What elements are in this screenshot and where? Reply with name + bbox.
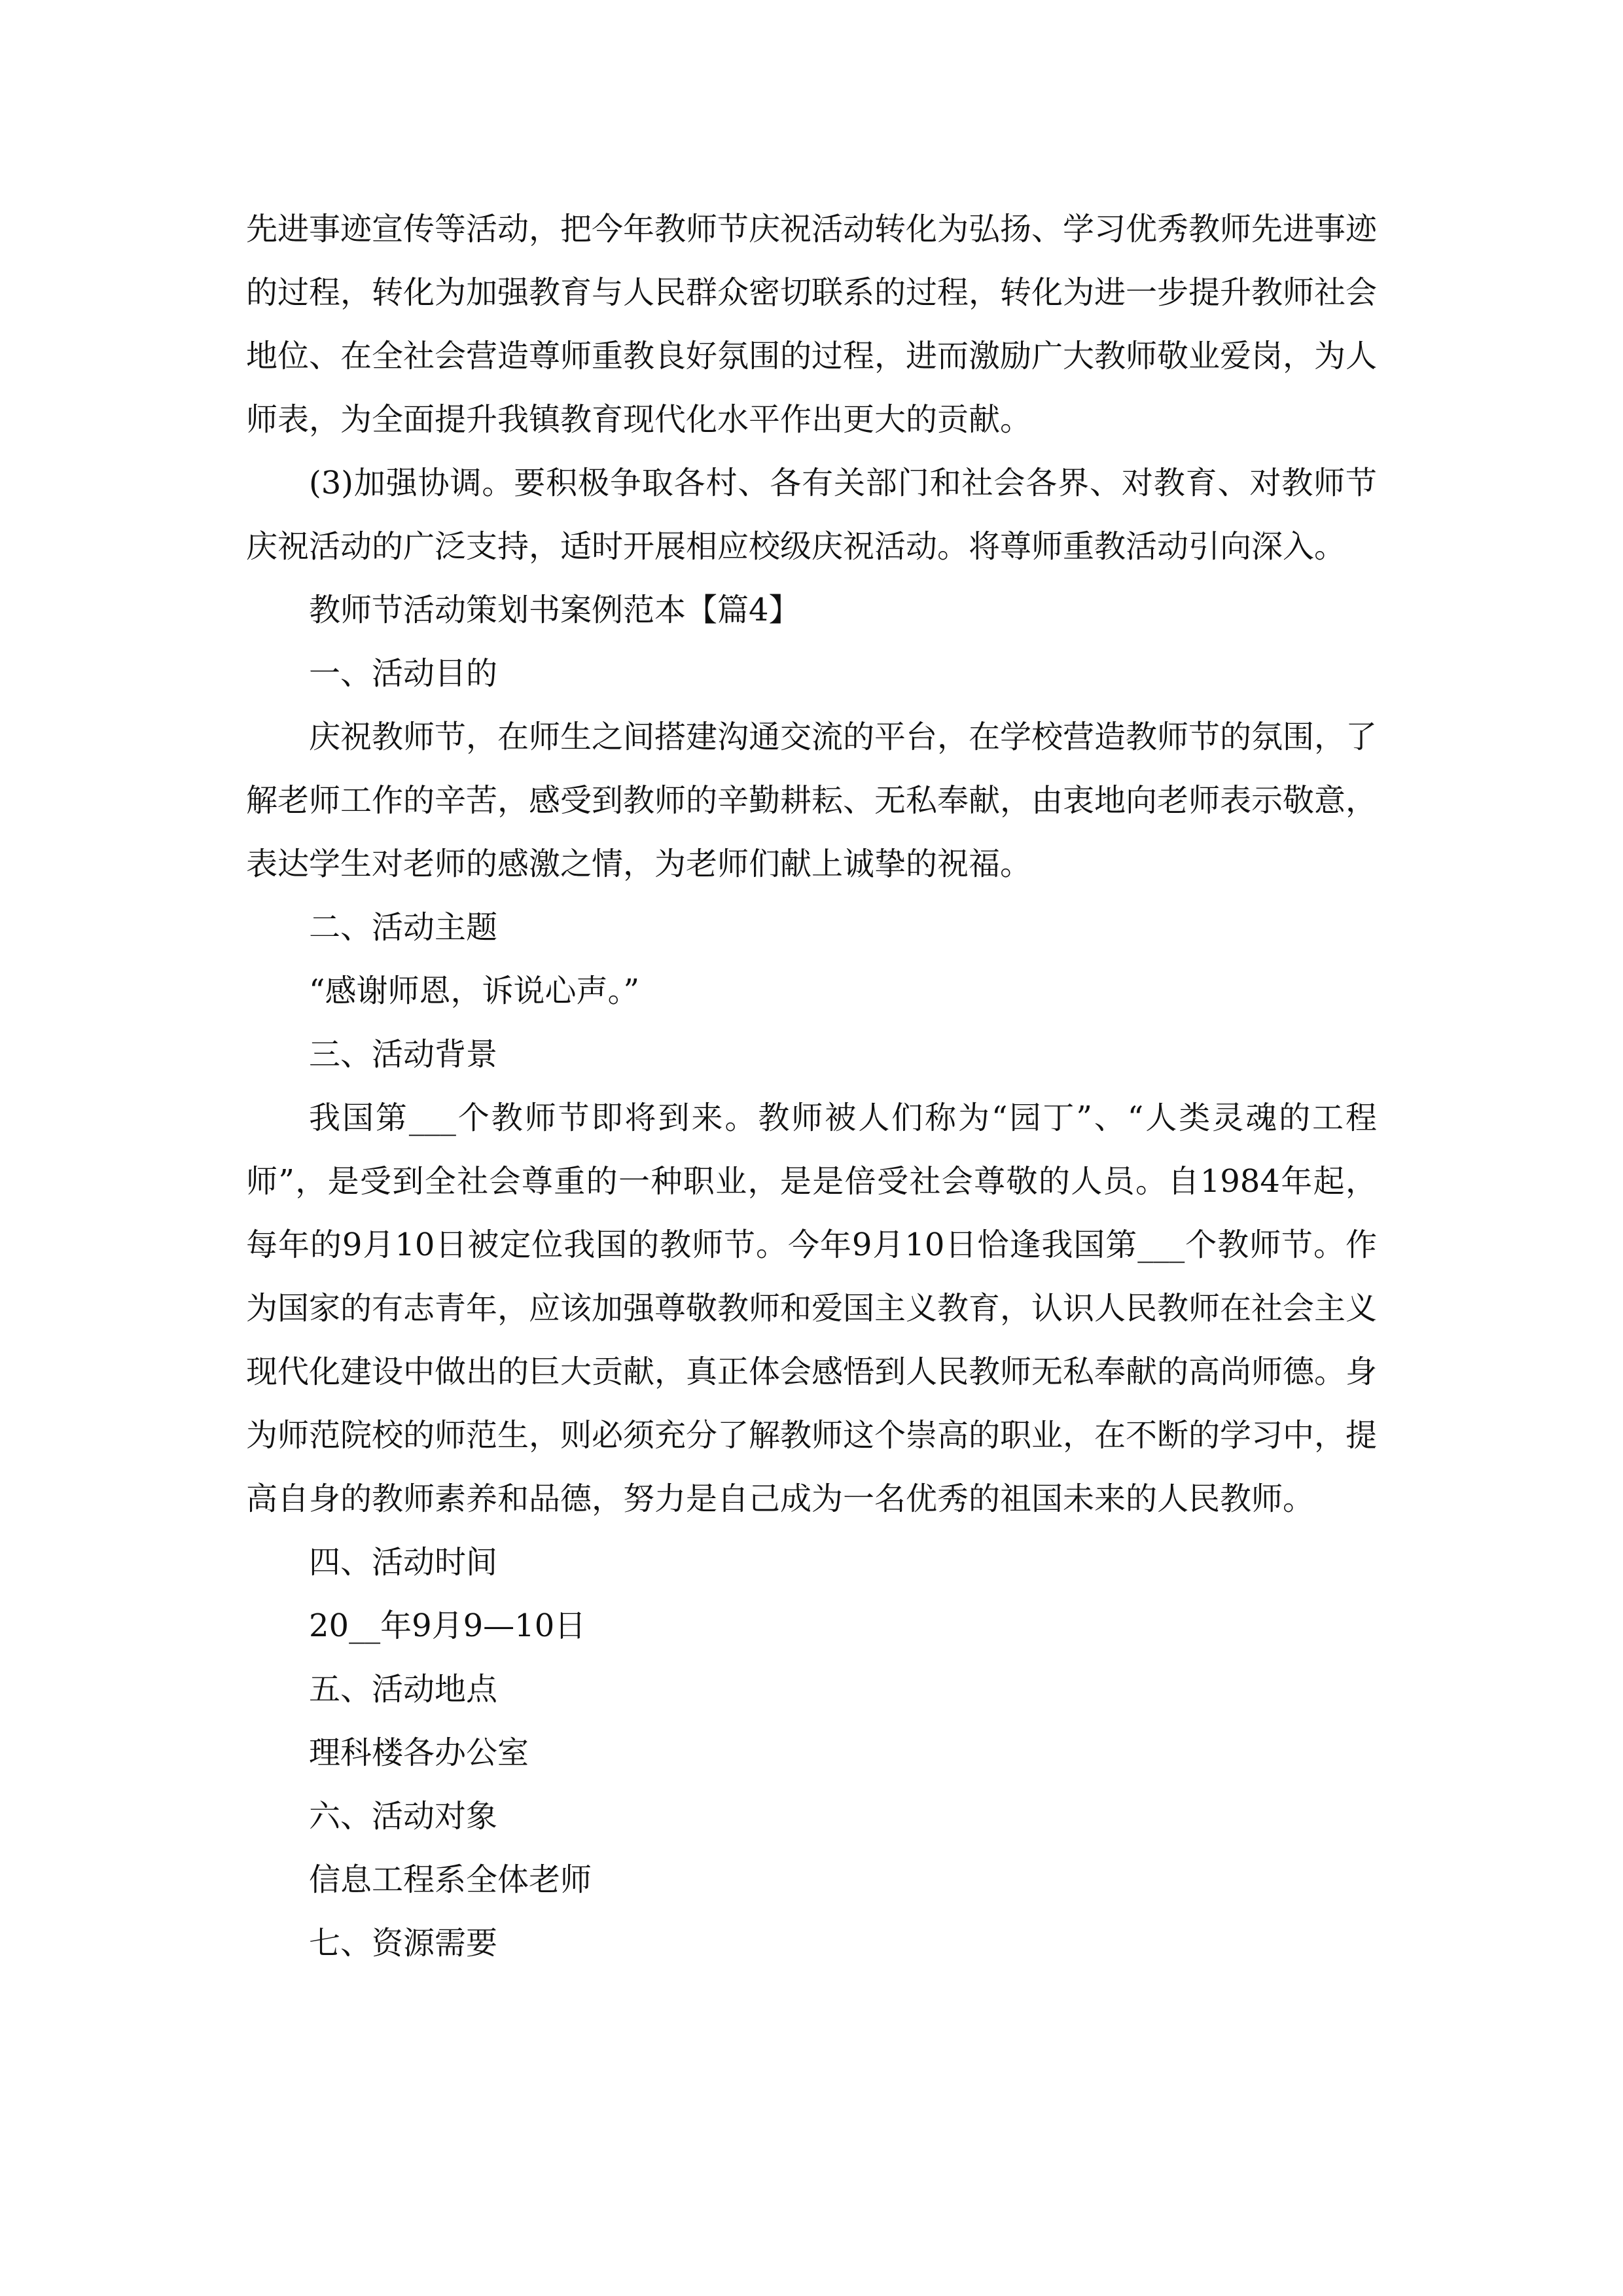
heading-resources: 七、资源需要 (309, 1925, 498, 1962)
paragraph-background: 我国第___个教师节即将到来。教师被人们称为“园丁”、“人类灵魂的工程师”，是受到全社会尊重的一种职业，是是倍受社会尊敬的人员。自1984年起，每年的9月10日被定位我国的教师节。今年9月10日恰逢我国第___个教师节。作为国家的有志青年，应该加强尊敬教师和爱国主义教育，认识人民教师在社会主义现代化建设中做出的巨大贡献，真正体会感悟到人民教师无私奉献的高尚师德。身为师范院校的师范生，则必须充分了解教师这个崇高的职业，在不断的学习中，提高自身的教师素养和品德，努力是自己成为一名优秀的祖国未来的人民教师。 (246, 1100, 1378, 1517)
paragraph-theme: “感谢师恩，诉说心声。” (309, 973, 640, 1009)
paragraph-purpose: 庆祝教师节，在师生之间搭建沟通交流的平台，在学校营造教师节的氛围，了解老师工作的辛苦，感受到教师的辛勤耕耘、无私奉献，由衷地向老师表示敬意，表达学生对老师的感激之情，为老师们献上诚挚的祝福。 (246, 719, 1378, 882)
heading-theme: 二、活动主题 (309, 909, 498, 946)
paragraph-coordination: (3)加强协调。要积极争取各村、各有关部门和社会各界、对教育、对教师节庆祝活动的广泛支持，适时开展相应校级庆祝活动。将尊师重教活动引向深入。 (246, 465, 1377, 565)
heading-background: 三、活动背景 (309, 1036, 498, 1073)
heading-time: 四、活动时间 (309, 1544, 498, 1581)
section-title: 教师节活动策划书案例范本【篇4】 (309, 592, 800, 628)
document-page (246, 198, 1377, 1975)
heading-audience: 六、活动对象 (309, 1798, 498, 1835)
paragraph-closing-text: 先进事迹宣传等活动，把今年教师节庆祝活动转化为弘扬、学习优秀教师先进事迹的过程，转化为加强教育与人民群众密切联系的过程，转化为进一步提升教师社会地位、在全社会营造尊师重教良好氛围的过程，进而激励广大教师敬业爱岗，为人师表，为全面提升我镇教育现代化水平作出更大的贡献。 (246, 211, 1378, 438)
heading-location: 五、活动地点 (309, 1671, 498, 1708)
paragraph-audience: 信息工程系全体老师 (309, 1861, 592, 1898)
heading-purpose: 一、活动目的 (309, 655, 498, 692)
paragraph-time: 20__年9月9—10日 (309, 1607, 586, 1644)
paragraph-location: 理科楼各办公室 (309, 1734, 529, 1771)
